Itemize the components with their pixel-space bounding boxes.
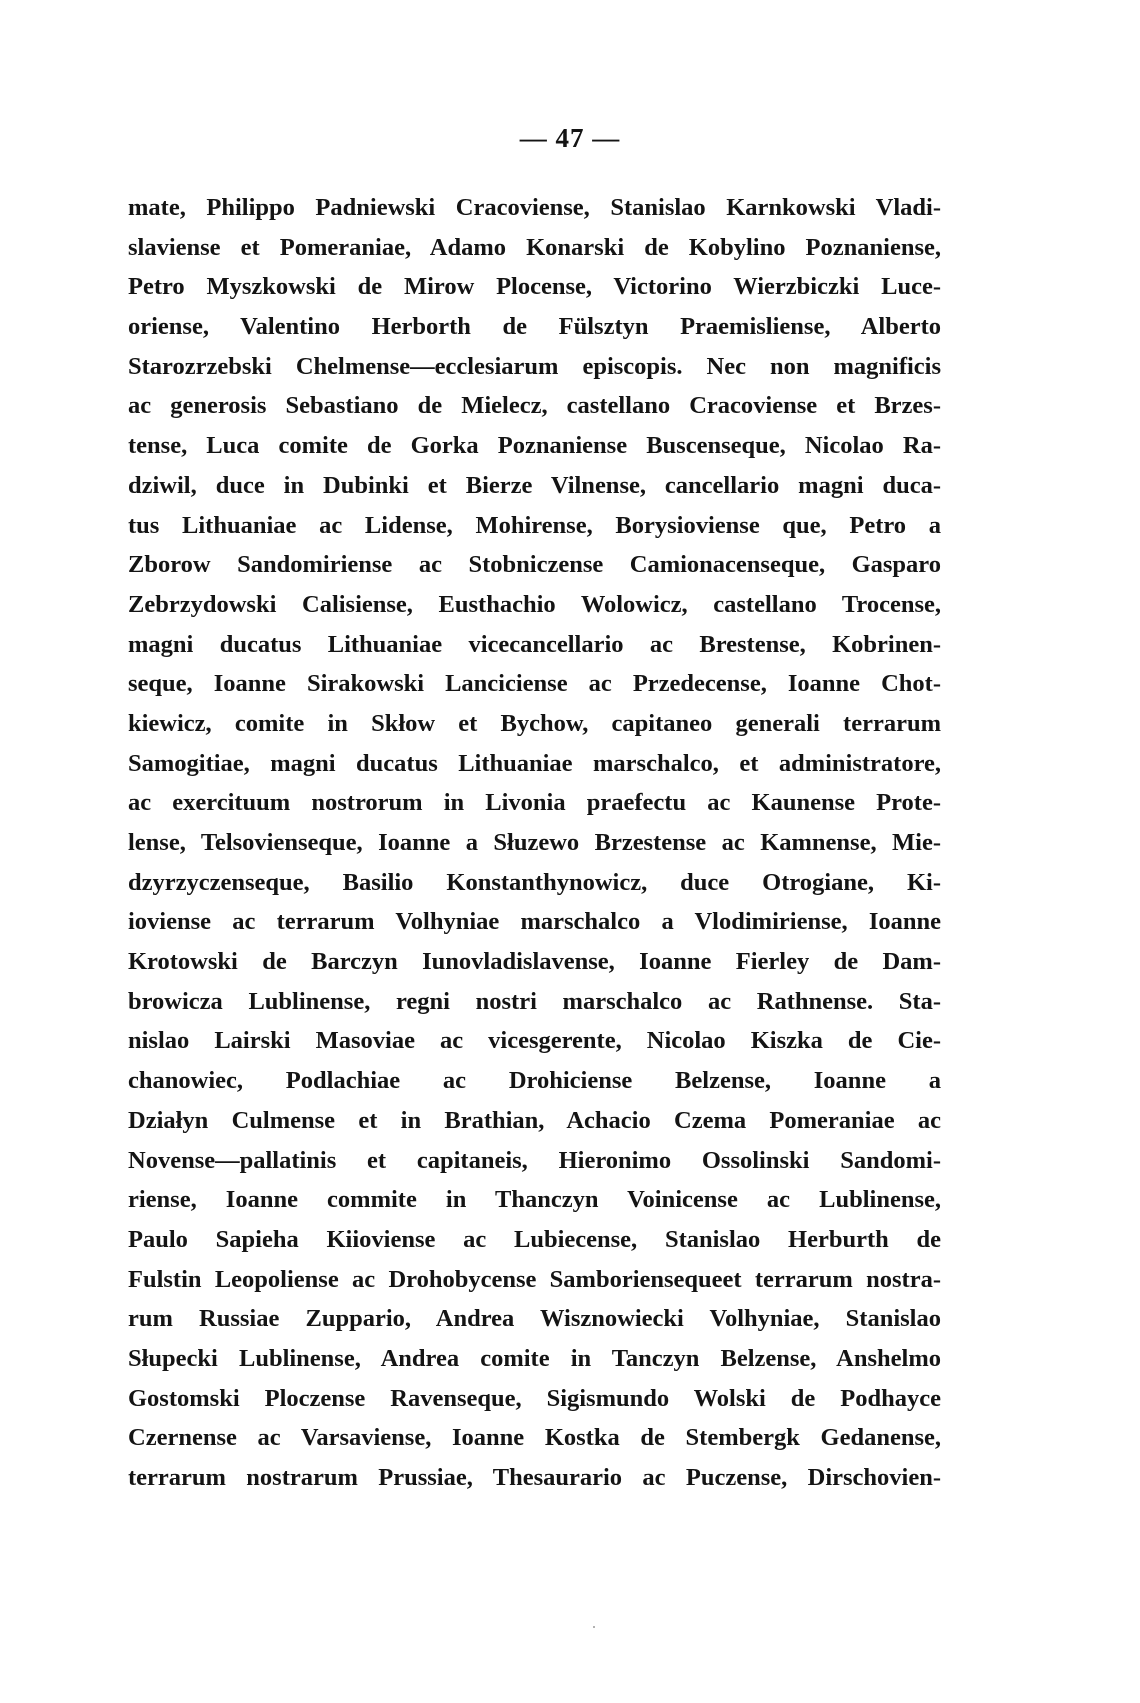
- text-line: Gostomski Ploczense Ravenseque, Sigismundo Wolski de Podhayce: [128, 1384, 941, 1412]
- text-line: Zborow Sandomiriense ac Stobniczense Camionacenseque, Gasparo: [128, 551, 941, 579]
- text-line: Zebrzydowski Calisiense, Eusthachio Wolowicz, castellano Trocense,: [128, 590, 941, 618]
- text-line: Petro Myszkowski de Mirow Plocense, Victorino Wierzbiczki Luce-: [128, 273, 941, 301]
- text-line: nislao Lairski Masoviae ac vicesgerente, Nicolao Kiszka de Cie-: [128, 1027, 941, 1055]
- text-line: Samogitiae, magni ducatus Lithuaniae marschalco, et administratore,: [128, 749, 941, 777]
- text-line: tense, Luca comite de Gorka Poznaniense Buscenseque, Nicolao Ra-: [128, 432, 941, 460]
- text-line: riense, Ioanne commite in Thanczyn Voinicense ac Lublinense,: [128, 1186, 941, 1214]
- text-line: Paulo Sapieha Kiioviense ac Lubiecense, Stanislao Herburth de: [128, 1225, 941, 1253]
- text-line: mate, Philippo Padniewski Cracoviense, Stanislao Karnkowski Vladi-: [128, 194, 941, 221]
- text-line: ac generosis Sebastiano de Mielecz, castellano Cracoviense et Brzes-: [128, 392, 941, 420]
- body-text: [128, 188, 941, 1498]
- text-line: chanowiec, Podlachiae ac Drohiciense Belzense, Ioanne a: [128, 1067, 941, 1095]
- text-line: ioviense ac terrarum Volhyniae marschalco a Vlodimiriense, Ioanne: [128, 908, 941, 936]
- text-line: Novense—pallatinis et capitaneis, Hieronimo Ossolinski Sandomi-: [128, 1146, 941, 1174]
- text-line: lense, Telsovienseque, Ioanne a Słuzewo Brzestense ac Kamnense, Mie-: [128, 829, 941, 856]
- page-number: — 47 —: [519, 123, 621, 153]
- text-line: dzyrzyczenseque, Basilio Konstanthynowicz, duce Otrogiane, Ki-: [128, 868, 941, 896]
- print-speck: [593, 1626, 595, 1628]
- text-line: Czernense ac Varsaviense, Ioanne Kostka de Stembergk Gedanense,: [128, 1424, 941, 1452]
- text-line: ac exercituum nostrorum in Livonia praefectu ac Kaunense Prote-: [128, 789, 941, 817]
- text-line: kiewicz, comite in Skłow et Bychow, capitaneo generali terrarum: [128, 709, 941, 737]
- text-line: Działyn Culmense et in Brathian, Achacio Czema Pomeraniae ac: [128, 1106, 941, 1134]
- text-line: dziwil, duce in Dubinki et Bierze Vilnense, cancellario magni duca-: [128, 471, 941, 499]
- text-line: tus Lithuaniae ac Lidense, Mohirense, Borysioviense que, Petro a: [128, 511, 941, 539]
- text-line: terrarum nostrarum Prussiae, Thesaurario ac Puczense, Dirschovien-: [128, 1464, 941, 1491]
- text-line: browicza Lublinense, regni nostri marschalco ac Rathnense. Sta-: [128, 987, 941, 1015]
- text-line: Fulstin Leopoliense ac Drohobycense Samboriensequeet terrarum nostra-: [128, 1265, 941, 1293]
- text-line: Słupecki Lublinense, Andrea comite in Tanczyn Belzense, Anshelmo: [128, 1344, 941, 1372]
- text-line: Starozrzebski Chelmense—ecclesiarum episcopis. Nec non magnificis: [128, 352, 941, 380]
- text-line: slaviense et Pomeraniae, Adamo Konarski de Kobylino Poznaniense,: [128, 233, 941, 261]
- text-line: oriense, Valentino Herborth de Fülsztyn Praemisliense, Alberto: [128, 313, 941, 341]
- text-line: magni ducatus Lithuaniae vicecancellario ac Brestense, Kobrinen-: [128, 630, 941, 658]
- text-line: rum Russiae Zuppario, Andrea Wisznowiecki Volhyniae, Stanislao: [128, 1305, 941, 1333]
- text-line: seque, Ioanne Sirakowski Lanciciense ac Przedecense, Ioanne Chot-: [128, 670, 941, 698]
- text-line: Krotowski de Barczyn Iunovladislavense, Ioanne Fierley de Dam-: [128, 948, 941, 976]
